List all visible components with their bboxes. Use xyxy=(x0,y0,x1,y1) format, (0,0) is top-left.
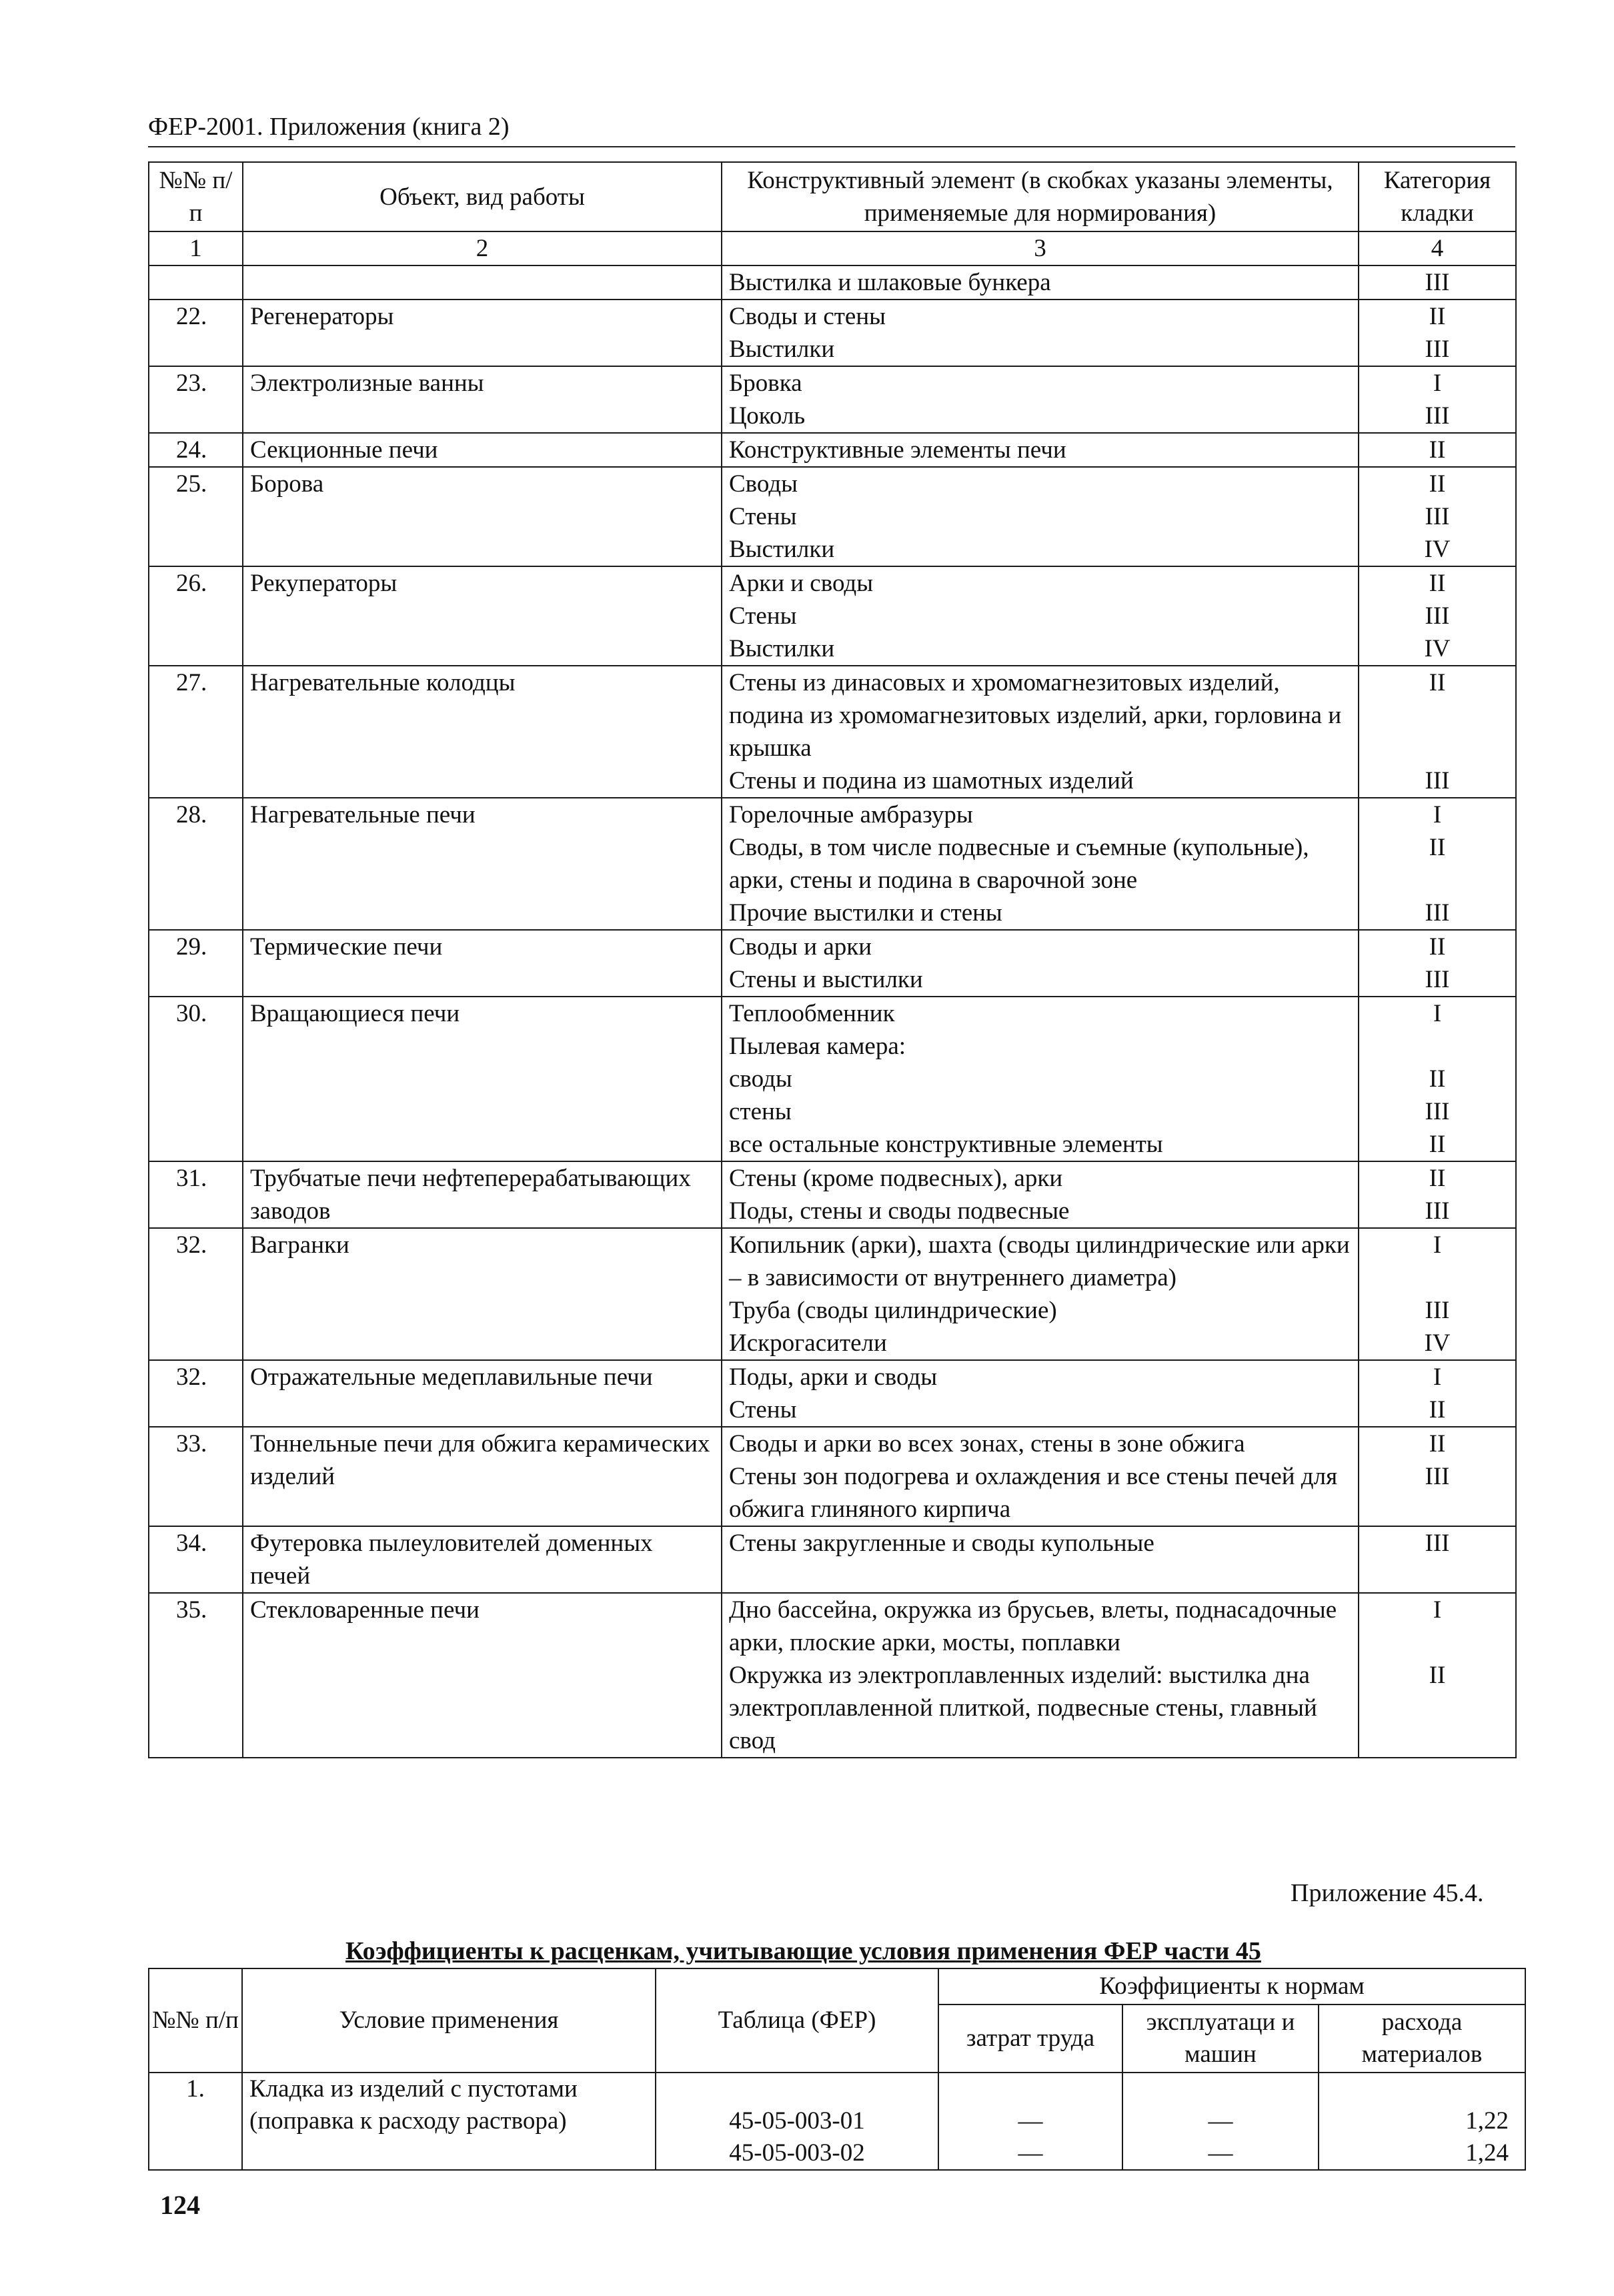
element-cell: Своды xyxy=(722,467,1359,500)
category-cell: II xyxy=(1359,1427,1516,1460)
coef-labor: — xyxy=(938,2137,1122,2170)
element-cell: Копильник (арки), шахта (своды цилиндрические или арки – в зависимости от внутреннего диаметра) xyxy=(722,1228,1359,1294)
coef-machines: — xyxy=(1122,2105,1319,2137)
element-cell: все остальные конструктивные элементы xyxy=(722,1128,1359,1161)
row-number: 32. xyxy=(149,1360,243,1427)
element-cell: Стены xyxy=(722,1393,1359,1427)
header-num: №№ п/п xyxy=(149,162,243,231)
row-number: 30. xyxy=(149,997,243,1161)
coef-materials: 1,24 xyxy=(1319,2137,1525,2170)
index-cell: 3 xyxy=(722,231,1359,265)
table-row xyxy=(149,1360,1516,1393)
coef-spacer-cell xyxy=(1122,2073,1319,2105)
category-cell: I xyxy=(1359,798,1516,831)
row-number xyxy=(149,265,243,300)
row-number: 29. xyxy=(149,930,243,997)
table-row xyxy=(149,1161,1516,1195)
category-cell: I xyxy=(1359,1228,1516,1294)
object-cell: Стекловаренные печи xyxy=(243,1593,722,1758)
object-cell: Нагревательные колодцы xyxy=(243,666,722,798)
coef-table-code: 45-05-003-01 xyxy=(656,2105,938,2137)
element-cell: Труба (своды цилиндрические) xyxy=(722,1294,1359,1327)
category-cell: I xyxy=(1359,1593,1516,1659)
category-cell: III xyxy=(1359,333,1516,366)
table-row xyxy=(149,300,1516,333)
element-cell: Цоколь xyxy=(722,400,1359,433)
coef-header-materials: расхода материалов xyxy=(1319,2004,1525,2073)
category-cell: II xyxy=(1359,1128,1516,1161)
page-number: 124 xyxy=(160,2190,200,2220)
category-cell: I xyxy=(1359,366,1516,400)
coef-labor: — xyxy=(938,2105,1122,2137)
category-cell: II xyxy=(1359,433,1516,467)
category-cell: III xyxy=(1359,1294,1516,1327)
category-cell: II xyxy=(1359,930,1516,963)
row-number: 28. xyxy=(149,798,243,930)
row-number: 32. xyxy=(149,1228,243,1360)
object-cell: Тоннельные печи для обжига керамических изделий xyxy=(243,1427,722,1526)
coef-header-num: №№ п/п xyxy=(149,1968,242,2073)
category-cell: II xyxy=(1359,300,1516,333)
row-number: 23. xyxy=(149,366,243,433)
object-cell: Борова xyxy=(243,467,722,566)
element-cell: Стены (кроме подвесных), арки xyxy=(722,1161,1359,1195)
category-cell: II xyxy=(1359,467,1516,500)
element-cell: своды xyxy=(722,1063,1359,1095)
index-cell: 1 xyxy=(149,231,243,265)
table-row xyxy=(149,566,1516,600)
object-cell: Трубчатые печи нефтеперерабатывающих заводов xyxy=(243,1161,722,1228)
row-number: 24. xyxy=(149,433,243,467)
category-cell: III xyxy=(1359,897,1516,930)
category-cell: I xyxy=(1359,1360,1516,1393)
coef-row xyxy=(149,2073,1525,2105)
coef-machines: — xyxy=(1122,2137,1319,2170)
element-cell: Окружка из электроплавленных изделий: выстилка дна электроплавленной плиткой, подвесные стены, главный свод xyxy=(722,1659,1359,1758)
table-row xyxy=(149,265,1516,300)
object-cell: Секционные печи xyxy=(243,433,722,467)
element-cell: Стены зон подогрева и охлаждения и все стены печей для обжига глиняного кирпича xyxy=(722,1460,1359,1526)
category-cell: III xyxy=(1359,963,1516,997)
category-cell: III xyxy=(1359,1195,1516,1228)
coefficients-table-title: Коэффициенты к расценкам, учитывающие условия применения ФЕР части 45 xyxy=(345,1937,1261,1965)
element-cell: Дно бассейна, окружка из брусьев, влеты, поднасадочные арки, плоские арки, мосты, поплавки xyxy=(722,1593,1359,1659)
object-cell: Футеровка пылеуловителей доменных печей xyxy=(243,1526,722,1593)
element-cell: Выстилки xyxy=(722,533,1359,566)
coef-header-condition: Условие применения xyxy=(242,1968,656,2073)
element-cell: Своды и арки во всех зонах, стены в зоне обжига xyxy=(722,1427,1359,1460)
category-cell: III xyxy=(1359,265,1516,300)
object-cell: Вращающиеся печи xyxy=(243,997,722,1161)
table-row xyxy=(149,997,1516,1030)
object-cell: Рекуператоры xyxy=(243,566,722,666)
coef-header-group: Коэффициенты к нормам xyxy=(938,1968,1525,2004)
element-cell: Своды, в том числе подвесные и съемные (купольные), арки, стены и подина в сварочной зоне xyxy=(722,831,1359,897)
element-cell: Своды и арки xyxy=(722,930,1359,963)
table-row xyxy=(149,1526,1516,1593)
category-cell: III xyxy=(1359,600,1516,632)
table-row xyxy=(149,930,1516,963)
row-number: 25. xyxy=(149,467,243,566)
element-cell: Стены xyxy=(722,500,1359,533)
category-cell: II xyxy=(1359,566,1516,600)
table-header-row xyxy=(149,162,1516,231)
coef-header-row xyxy=(149,1968,1525,2004)
coef-header-table: Таблица (ФЕР) xyxy=(656,1968,938,2073)
row-number: 33. xyxy=(149,1427,243,1526)
coef-table-body xyxy=(149,2073,1525,2170)
header-element: Конструктивный элемент (в скобках указаны элементы, применяемые для нормирования) xyxy=(722,162,1359,231)
coef-table-code: 45-05-003-02 xyxy=(656,2137,938,2170)
table-body xyxy=(149,265,1516,1758)
object-cell: Отражательные медеплавильные печи xyxy=(243,1360,722,1427)
category-cell: III xyxy=(1359,1095,1516,1128)
coef-row-number: 1. xyxy=(149,2073,242,2170)
object-cell: Термические печи xyxy=(243,930,722,997)
element-cell: Стены и подина из шамотных изделий xyxy=(722,764,1359,798)
column-index-row xyxy=(149,231,1516,265)
row-number: 27. xyxy=(149,666,243,798)
table-row xyxy=(149,433,1516,467)
category-cell: III xyxy=(1359,1460,1516,1526)
category-cell: I xyxy=(1359,997,1516,1030)
table-row xyxy=(149,1427,1516,1460)
row-number: 34. xyxy=(149,1526,243,1593)
category-cell xyxy=(1359,1030,1516,1063)
element-cell: Выстилка и шлаковые бункера xyxy=(722,265,1359,300)
element-cell: Теплообменник xyxy=(722,997,1359,1030)
table-row xyxy=(149,1593,1516,1659)
category-cell: II xyxy=(1359,1063,1516,1095)
object-cell xyxy=(243,265,722,300)
element-cell: Выстилки xyxy=(722,333,1359,366)
category-cell: III xyxy=(1359,1526,1516,1593)
coef-materials: 1,22 xyxy=(1319,2105,1525,2137)
category-cell: IV xyxy=(1359,1327,1516,1360)
row-number: 22. xyxy=(149,300,243,366)
element-cell: Стены из динасовых и хромомагнезитовых изделий, подина из хромомагнезитовых изделий, арки, горловина и крышка xyxy=(722,666,1359,764)
header-object: Объект, вид работы xyxy=(243,162,722,231)
category-cell: II xyxy=(1359,831,1516,897)
category-cell: III xyxy=(1359,764,1516,798)
row-number: 31. xyxy=(149,1161,243,1228)
element-cell: Бровка xyxy=(722,366,1359,400)
category-cell: II xyxy=(1359,1659,1516,1758)
element-cell: Поды, стены и своды подвесные xyxy=(722,1195,1359,1228)
table-row xyxy=(149,798,1516,831)
row-number: 35. xyxy=(149,1593,243,1758)
object-cell: Вагранки xyxy=(243,1228,722,1360)
header-rule xyxy=(148,146,1515,147)
running-header: ФЕР-2001. Приложения (книга 2) xyxy=(148,113,510,141)
row-number: 26. xyxy=(149,566,243,666)
table-row xyxy=(149,666,1516,764)
element-cell: Конструктивные элементы печи xyxy=(722,433,1359,467)
table-row xyxy=(149,467,1516,500)
element-cell: Выстилки xyxy=(722,632,1359,666)
category-cell: IV xyxy=(1359,632,1516,666)
element-cell: Прочие выстилки и стены xyxy=(722,897,1359,930)
element-cell: Арки и своды xyxy=(722,566,1359,600)
element-cell: Стены и выстилки xyxy=(722,963,1359,997)
object-cell: Электролизные ванны xyxy=(243,366,722,433)
coefficients-table xyxy=(148,1968,1526,2171)
element-cell: Горелочные амбразуры xyxy=(722,798,1359,831)
index-cell: 4 xyxy=(1359,231,1516,265)
element-cell: Пылевая камера: xyxy=(722,1030,1359,1063)
object-cell: Нагревательные печи xyxy=(243,798,722,930)
table-row xyxy=(149,366,1516,400)
category-cell: II xyxy=(1359,1161,1516,1195)
appendix-label: Приложение 45.4. xyxy=(1291,1879,1484,1907)
masonry-category-table xyxy=(148,161,1517,1758)
coef-spacer-cell xyxy=(1319,2073,1525,2105)
coef-spacer-cell xyxy=(938,2073,1122,2105)
coef-spacer-cell xyxy=(656,2073,938,2105)
category-cell: III xyxy=(1359,500,1516,533)
object-cell: Регенераторы xyxy=(243,300,722,366)
element-cell: Стены закругленные и своды купольные xyxy=(722,1526,1359,1593)
header-category: Категория кладки xyxy=(1359,162,1516,231)
element-cell: Поды, арки и своды xyxy=(722,1360,1359,1393)
index-cell: 2 xyxy=(243,231,722,265)
coef-header-labor: затрат труда xyxy=(938,2004,1122,2073)
category-cell: II xyxy=(1359,1393,1516,1427)
category-cell: IV xyxy=(1359,533,1516,566)
category-cell: II xyxy=(1359,666,1516,764)
table-row xyxy=(149,1228,1516,1294)
element-cell: Своды и стены xyxy=(722,300,1359,333)
coef-condition: Кладка из изделий с пустотами (поправка к расходу раствора) xyxy=(242,2073,656,2170)
element-cell: Искрогасители xyxy=(722,1327,1359,1360)
element-cell: стены xyxy=(722,1095,1359,1128)
coef-header-machines: эксплуатаци и машин xyxy=(1122,2004,1319,2073)
element-cell: Стены xyxy=(722,600,1359,632)
category-cell: III xyxy=(1359,400,1516,433)
